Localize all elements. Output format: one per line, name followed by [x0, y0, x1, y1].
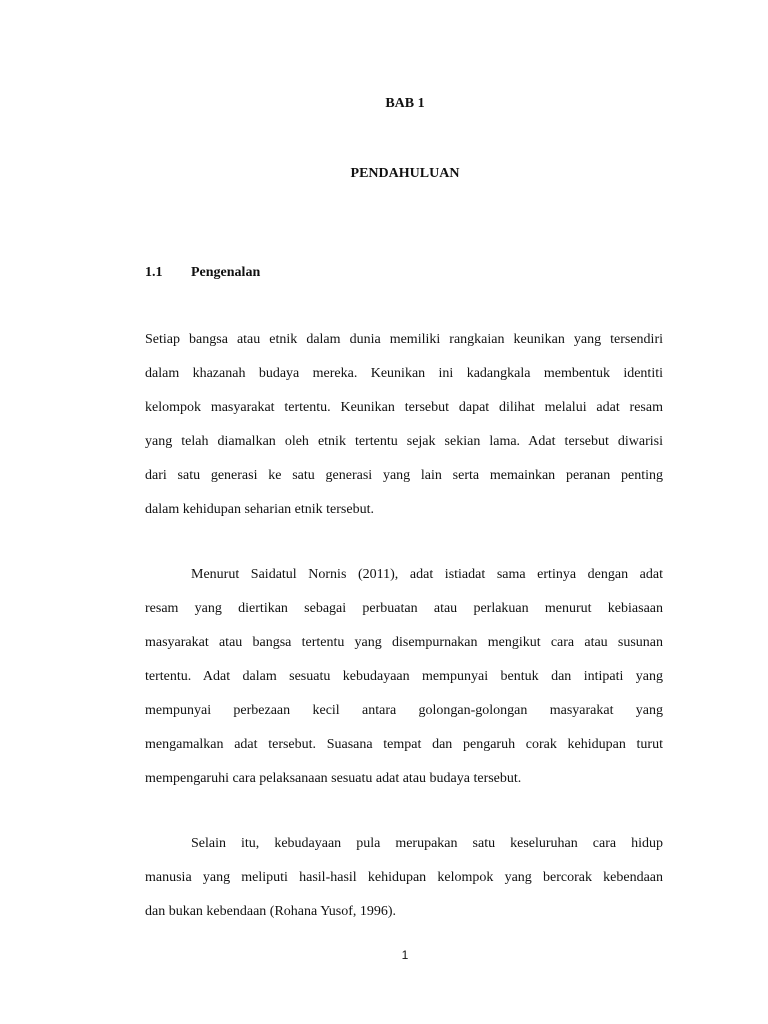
paragraph-line: Selain itu, kebudayaan pula merupakan satu keseluruhan cara hidup [191, 836, 663, 851]
paragraph-line: Setiap bangsa atau etnik dalam dunia memiliki rangkaian keunikan yang tersendiri [145, 332, 663, 347]
section-title: Pengenalan [191, 265, 261, 280]
paragraph-line: kelompok masyarakat tertentu. Keunikan tersebut dapat dilihat melalui adat resam [145, 400, 663, 415]
paragraph-1 [145, 330, 663, 534]
paragraph-line: yang telah diamalkan oleh etnik tertentu sejak sekian lama. Adat tersebut diwarisi [145, 434, 663, 449]
paragraph-line: resam yang diertikan sebagai perbuatan atau perlakuan menurut kebiasaan [145, 601, 663, 616]
paragraph-line: Menurut Saidatul Nornis (2011), adat istiadat sama ertinya dengan adat [191, 567, 663, 582]
paragraph-line: manusia yang meliputi hasil-hasil kehidupan kelompok yang bercorak kebendaan [145, 870, 663, 885]
paragraph-line: mempunyai perbezaan kecil antara golongan-golongan masyarakat yang [145, 703, 663, 718]
paragraph-line: dari satu generasi ke satu generasi yang lain serta memainkan peranan penting [145, 468, 663, 483]
paragraph-line: dan bukan kebendaan (Rohana Yusof, 1996). [145, 904, 397, 919]
section-heading [145, 265, 260, 281]
paragraph-line: dalam khazanah budaya mereka. Keunikan ini kadangkala membentuk identiti [145, 366, 663, 381]
paragraph-line: mengamalkan adat tersebut. Suasana tempat dan pengaruh corak kehidupan turut [145, 737, 663, 752]
chapter-number: BAB 1 [385, 96, 425, 111]
chapter-title: PENDAHULUAN [350, 166, 460, 181]
paragraph-line: mempengaruhi cara pelaksanaan sesuatu adat atau budaya tersebut. [145, 771, 522, 786]
paragraph-3 [145, 834, 663, 936]
page-number: 1 [401, 948, 409, 962]
section-number: 1.1 [145, 265, 163, 280]
paragraph-line: tertentu. Adat dalam sesuatu kebudayaan mempunyai bentuk dan intipati yang [145, 669, 663, 684]
paragraph-line: dalam kehidupan seharian etnik tersebut. [145, 502, 374, 517]
paragraph-2 [145, 565, 663, 803]
paragraph-line: masyarakat atau bangsa tertentu yang disempurnakan mengikut cara atau susunan [145, 635, 663, 650]
